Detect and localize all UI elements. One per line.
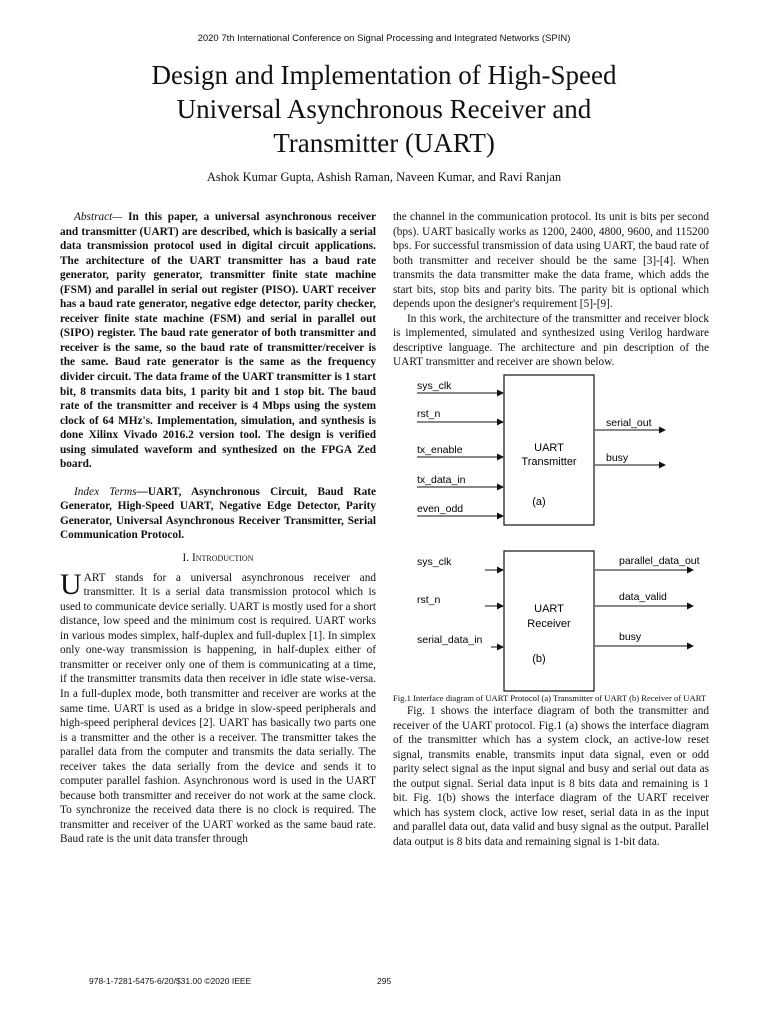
receiver-inputs bbox=[417, 556, 503, 647]
left-column bbox=[60, 210, 376, 847]
right-paragraph-2: In this work, the architecture of the transmitter and receiver block is implemented, simulated and synthesized using Verilog hardware descriptive language. The architecture and pin description of the UART transmitter and receiver are shown below. bbox=[393, 312, 709, 369]
receiver-outputs bbox=[595, 555, 700, 646]
tx-input-label: rst_n bbox=[417, 408, 441, 421]
receiver-subtitle: Receiver bbox=[527, 618, 571, 631]
transmitter-subtitle: Transmitter bbox=[521, 456, 577, 469]
rx-input-label: rst_n bbox=[417, 594, 441, 607]
page-number: 295 bbox=[377, 976, 392, 986]
index-terms-label: Index Terms bbox=[74, 485, 137, 498]
right-paragraph-3: Fig. 1 shows the interface diagram of both the transmitter and receiver of the UART protocol. Fig.1 (a) shows the interface diagram of the transmitter which has a system clock, an active-low reset signal, transmits enable, transmits input data signal, even or odd parity select signal as the input signal and busy and serial out data as the output signal. Serial data input is 8 bits data and remaining is 1 bit. Fig. 1(b) shows the interface diagram of the UART receiver which has system clock, active low reset, serial data in as the input and parallel data out, data valid and busy signal as the output. Parallel data output is 8 bits data and remaining signal is 1-bit data. bbox=[393, 705, 709, 848]
intro-text: ART stands for a universal asynchronous receiver and transmitter. It is a serial data transmission protocol which is used to communicate device serially. UART is mostly used for a short distance, low speed and the minimum cost is required. UART works in various modes simplex, half-duplex and full-duplex [1]. In simplex only one-way transmission is happening, in half-duplex either of transmitter or receiver only one of them is communicating at a time, if the transmitter transmits data then receiver in idle state wise-versa. In a full-duplex mode, both transmitter and receiver are works at the same time. UART is used as a bridge in slow-speed peripherals and high-speed peripheral devices [2]. UART has basically two parts one is a transmitter and the other is a receiver. The transmitter takes the parallel data from the computer and transmits the data serially. The receiver takes the data serially from the device and sends it to computer parallel fashion. Asynchronous word is used in the UART because both transmitter and receiver do not work at the same clock. To synchronize the received data there is no clock is required. The transmitter and receiver of the UART worked as the same baud rate. Baud rate is the unit data transfer through bbox=[60, 571, 376, 846]
title-line: Transmitter (UART) bbox=[273, 128, 495, 158]
tx-input-label: even_odd bbox=[417, 503, 464, 516]
abstract-text: In this paper, a universal asynchronous receiver and transmitter (UART) are described, which is basically a serial data transmission protocol used in digital circuit applications. The architecture of the UART transmitter has a baud rate generator, parity generator, transmitter finite state machine (FSM) and parallel in serial out register (PISO). UART receiver has a baud rate generator, negative edge detector, parity checker, receiver finite state machine (FSM) and serial in parallel out (SIPO) register. The baud rate generator of both transmitter and receiver is the same, so the baud rate of transmitter/receiver is the same. Baud rate generator is the same as the frequency divider circuit. The data frame of the UART transmitter is 1 start bit, 8 transmits data bits, 1 parity bit and 1 stop bit. The baud rate of the transmitter and receiver is 4 Mbps using the system clock of 64 MHz's. Implementation, simulation, and synthesis is done Xilinx Vivado 2016.2 version tool. The design is verified using simulated waveform and synthesized on the FPGA Zed board. bbox=[60, 211, 376, 471]
transmitter-label: (a) bbox=[532, 496, 546, 509]
section-number: I. bbox=[182, 552, 192, 565]
index-terms bbox=[60, 485, 376, 543]
tx-input-label: tx_data_in bbox=[417, 474, 466, 487]
receiver-label: (b) bbox=[532, 653, 546, 666]
receiver-title: UART bbox=[534, 603, 564, 616]
tx-input-label: sys_clk bbox=[417, 380, 452, 393]
tx-output-label: busy bbox=[606, 452, 629, 465]
rx-input-label: sys_clk bbox=[417, 556, 452, 569]
paper-title bbox=[60, 58, 708, 160]
title-line: Universal Asynchronous Receiver and bbox=[176, 94, 592, 124]
intro-paragraph bbox=[60, 567, 376, 847]
right-column bbox=[393, 210, 709, 849]
transmitter-inputs bbox=[417, 380, 503, 516]
abstract-label: Abstract— bbox=[74, 211, 123, 223]
figure-caption: Fig.1 Interface diagram of UART Protocol (a) Transmitter of UART (b) Receiver of UART bbox=[393, 693, 707, 704]
rx-output-label: parallel_data_out bbox=[619, 555, 700, 568]
interface-diagram bbox=[393, 373, 709, 693]
abstract bbox=[60, 210, 376, 472]
authors: Ashok Kumar Gupta, Ashish Raman, Naveen Kumar, and Ravi Ranjan bbox=[206, 170, 562, 184]
copyright-footer: 978-1-7281-5475-6/20/$31.00 ©2020 IEEE bbox=[89, 976, 252, 986]
transmitter-outputs bbox=[595, 417, 665, 465]
section-heading bbox=[60, 551, 376, 566]
transmitter-title: UART bbox=[534, 442, 564, 455]
index-terms-text: —UART, Asynchronous Circuit, Baud Rate Generator, High-Speed UART, Negative Edge Detector, Parity Generator, Universal Asynchronous Receiver Transmitter, Serial Communication Protocol. bbox=[60, 485, 376, 542]
drop-cap: U bbox=[60, 567, 82, 601]
rx-output-label: busy bbox=[619, 631, 642, 644]
section-title: Introduction bbox=[191, 552, 254, 565]
interface-diagram-svg bbox=[393, 373, 709, 693]
right-paragraph-1: the channel in the communication protocol. Its unit is bits per second (bps). UART basically works as 1200, 2400, 4800, 9600, and 115200 bps. For successful transmission of data using UART, the baud rate of both transmitter and receiver should be the same [3]-[4]. When transmits the data transmitter make the data frame, which adds the start bits, stop bits and parity bits. The parity bit is optional which depends upon the designer's requirement [5]-[9]. bbox=[393, 211, 709, 311]
tx-input-label: tx_enable bbox=[417, 444, 463, 457]
tx-output-label: serial_out bbox=[606, 417, 652, 430]
rx-output-label: data_valid bbox=[619, 591, 667, 604]
conference-header: 2020 7th International Conference on Signal Processing and Integrated Networks (SPIN) bbox=[197, 33, 571, 44]
title-line: Design and Implementation of High-Speed bbox=[151, 60, 617, 90]
rx-input-label: serial_data_in bbox=[417, 634, 483, 647]
